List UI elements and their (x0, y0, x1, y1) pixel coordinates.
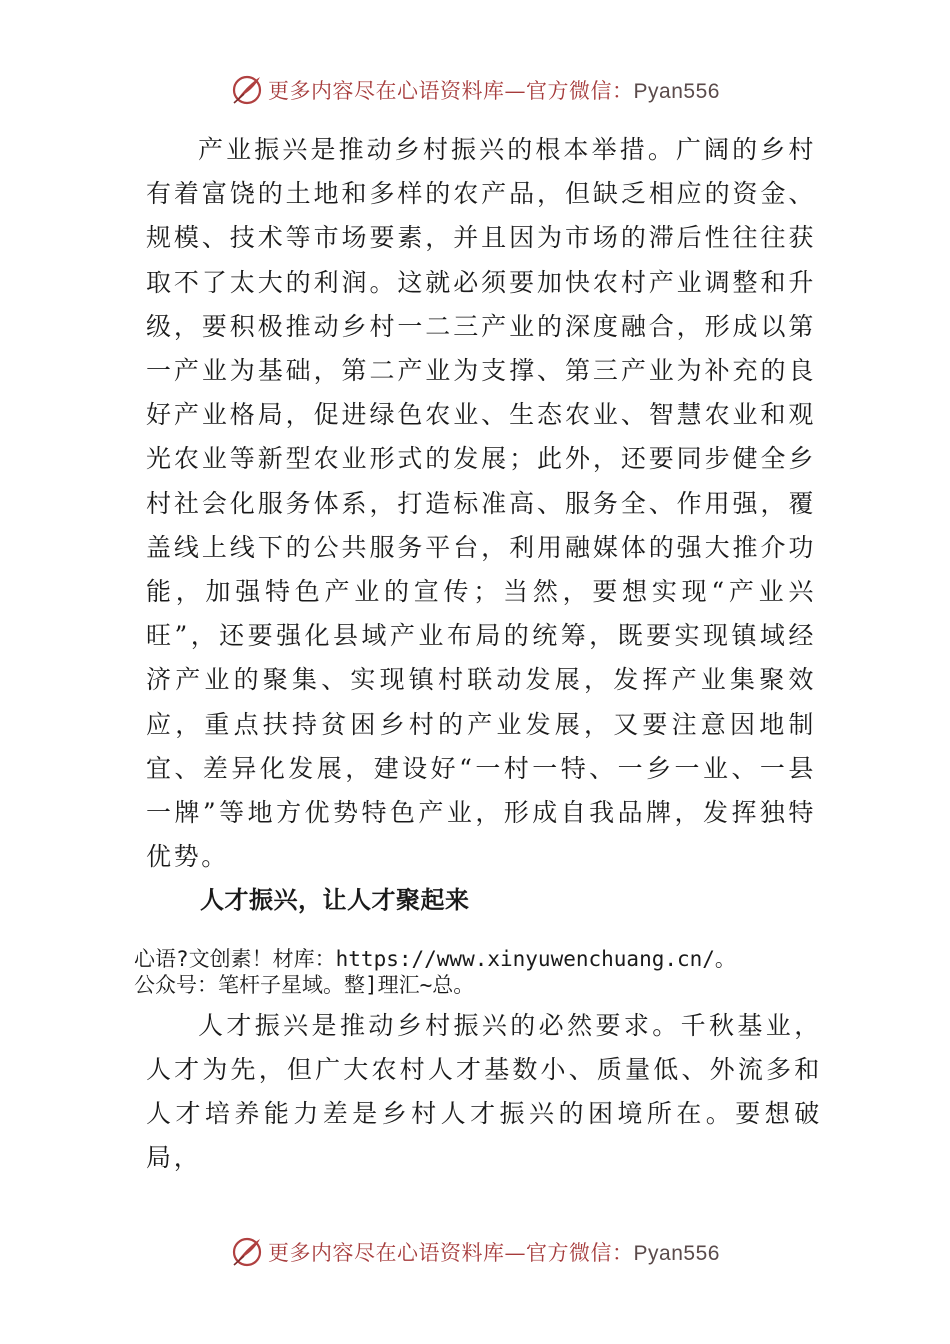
quill-logo-icon (230, 1235, 264, 1269)
paragraph-industry: 产业振兴是推动乡村振兴的根本举措。广阔的乡村有着富饶的土地和多样的农产品，但缺乏相应的资金、规模、技术等市场要素，并且因为市场的滞后性往往获取不了太大的利润。这就必须要加快农村产业调整和升级，要积极推动乡村一二三产业的深度融合，形成以第一产业为基础，第二产业为支撑、第三产业为补充的良好产业格局，促进绿色农业、生态农业、智慧农业和观光农业等新型农业形式的发展；此外，还要同步健全乡村社会化服务体系，打造标准高、服务全、作用强，覆盖线上线下的公共服务平台，利用融媒体的强大推介功能，加强特色产业的宣传；当然，要想实现“产业兴旺”，还要强化县域产业布局的统筹，既要实现镇域经济产业的聚集、实现镇村联动发展，发挥产业集聚效应，重点扶持贫困乡村的产业发展，又要注意因地制宜、差异化发展，建设好“一村一特、一乡一业、一县一牌”等地方优势特色产业，形成自我品牌，发挥独特优势。 (146, 135, 816, 872)
document-body-2 (146, 1004, 822, 1180)
watermark-text: 更多内容尽在心语资料库—官方微信：Pyan556 (268, 1241, 720, 1265)
section-heading: 人才振兴，让人才聚起来 (200, 886, 470, 914)
wechat-id: Pyan556 (633, 1242, 720, 1265)
source-note-line-2: 公众号：笔杆子星域。整]理汇~总。 (134, 973, 475, 997)
paragraph-talent: 人才振兴是推动乡村振兴的必然要求。千秋基业，人才为先，但广大农村人才基数小、质量低、外流多和人才培养能力差是乡村人才振兴的困境所在。要想破局， (146, 1011, 822, 1172)
header-watermark (0, 68, 950, 112)
wechat-id: Pyan556 (633, 80, 720, 103)
source-note-line-1: 心语?文创素！材库：https://www.xinyuwenchuang.cn/。 (134, 947, 736, 971)
document-body (146, 128, 816, 879)
footer-watermark (0, 1230, 950, 1274)
quill-logo-icon (230, 73, 264, 107)
source-note (134, 946, 834, 998)
watermark-text: 更多内容尽在心语资料库—官方微信：Pyan556 (268, 79, 720, 103)
